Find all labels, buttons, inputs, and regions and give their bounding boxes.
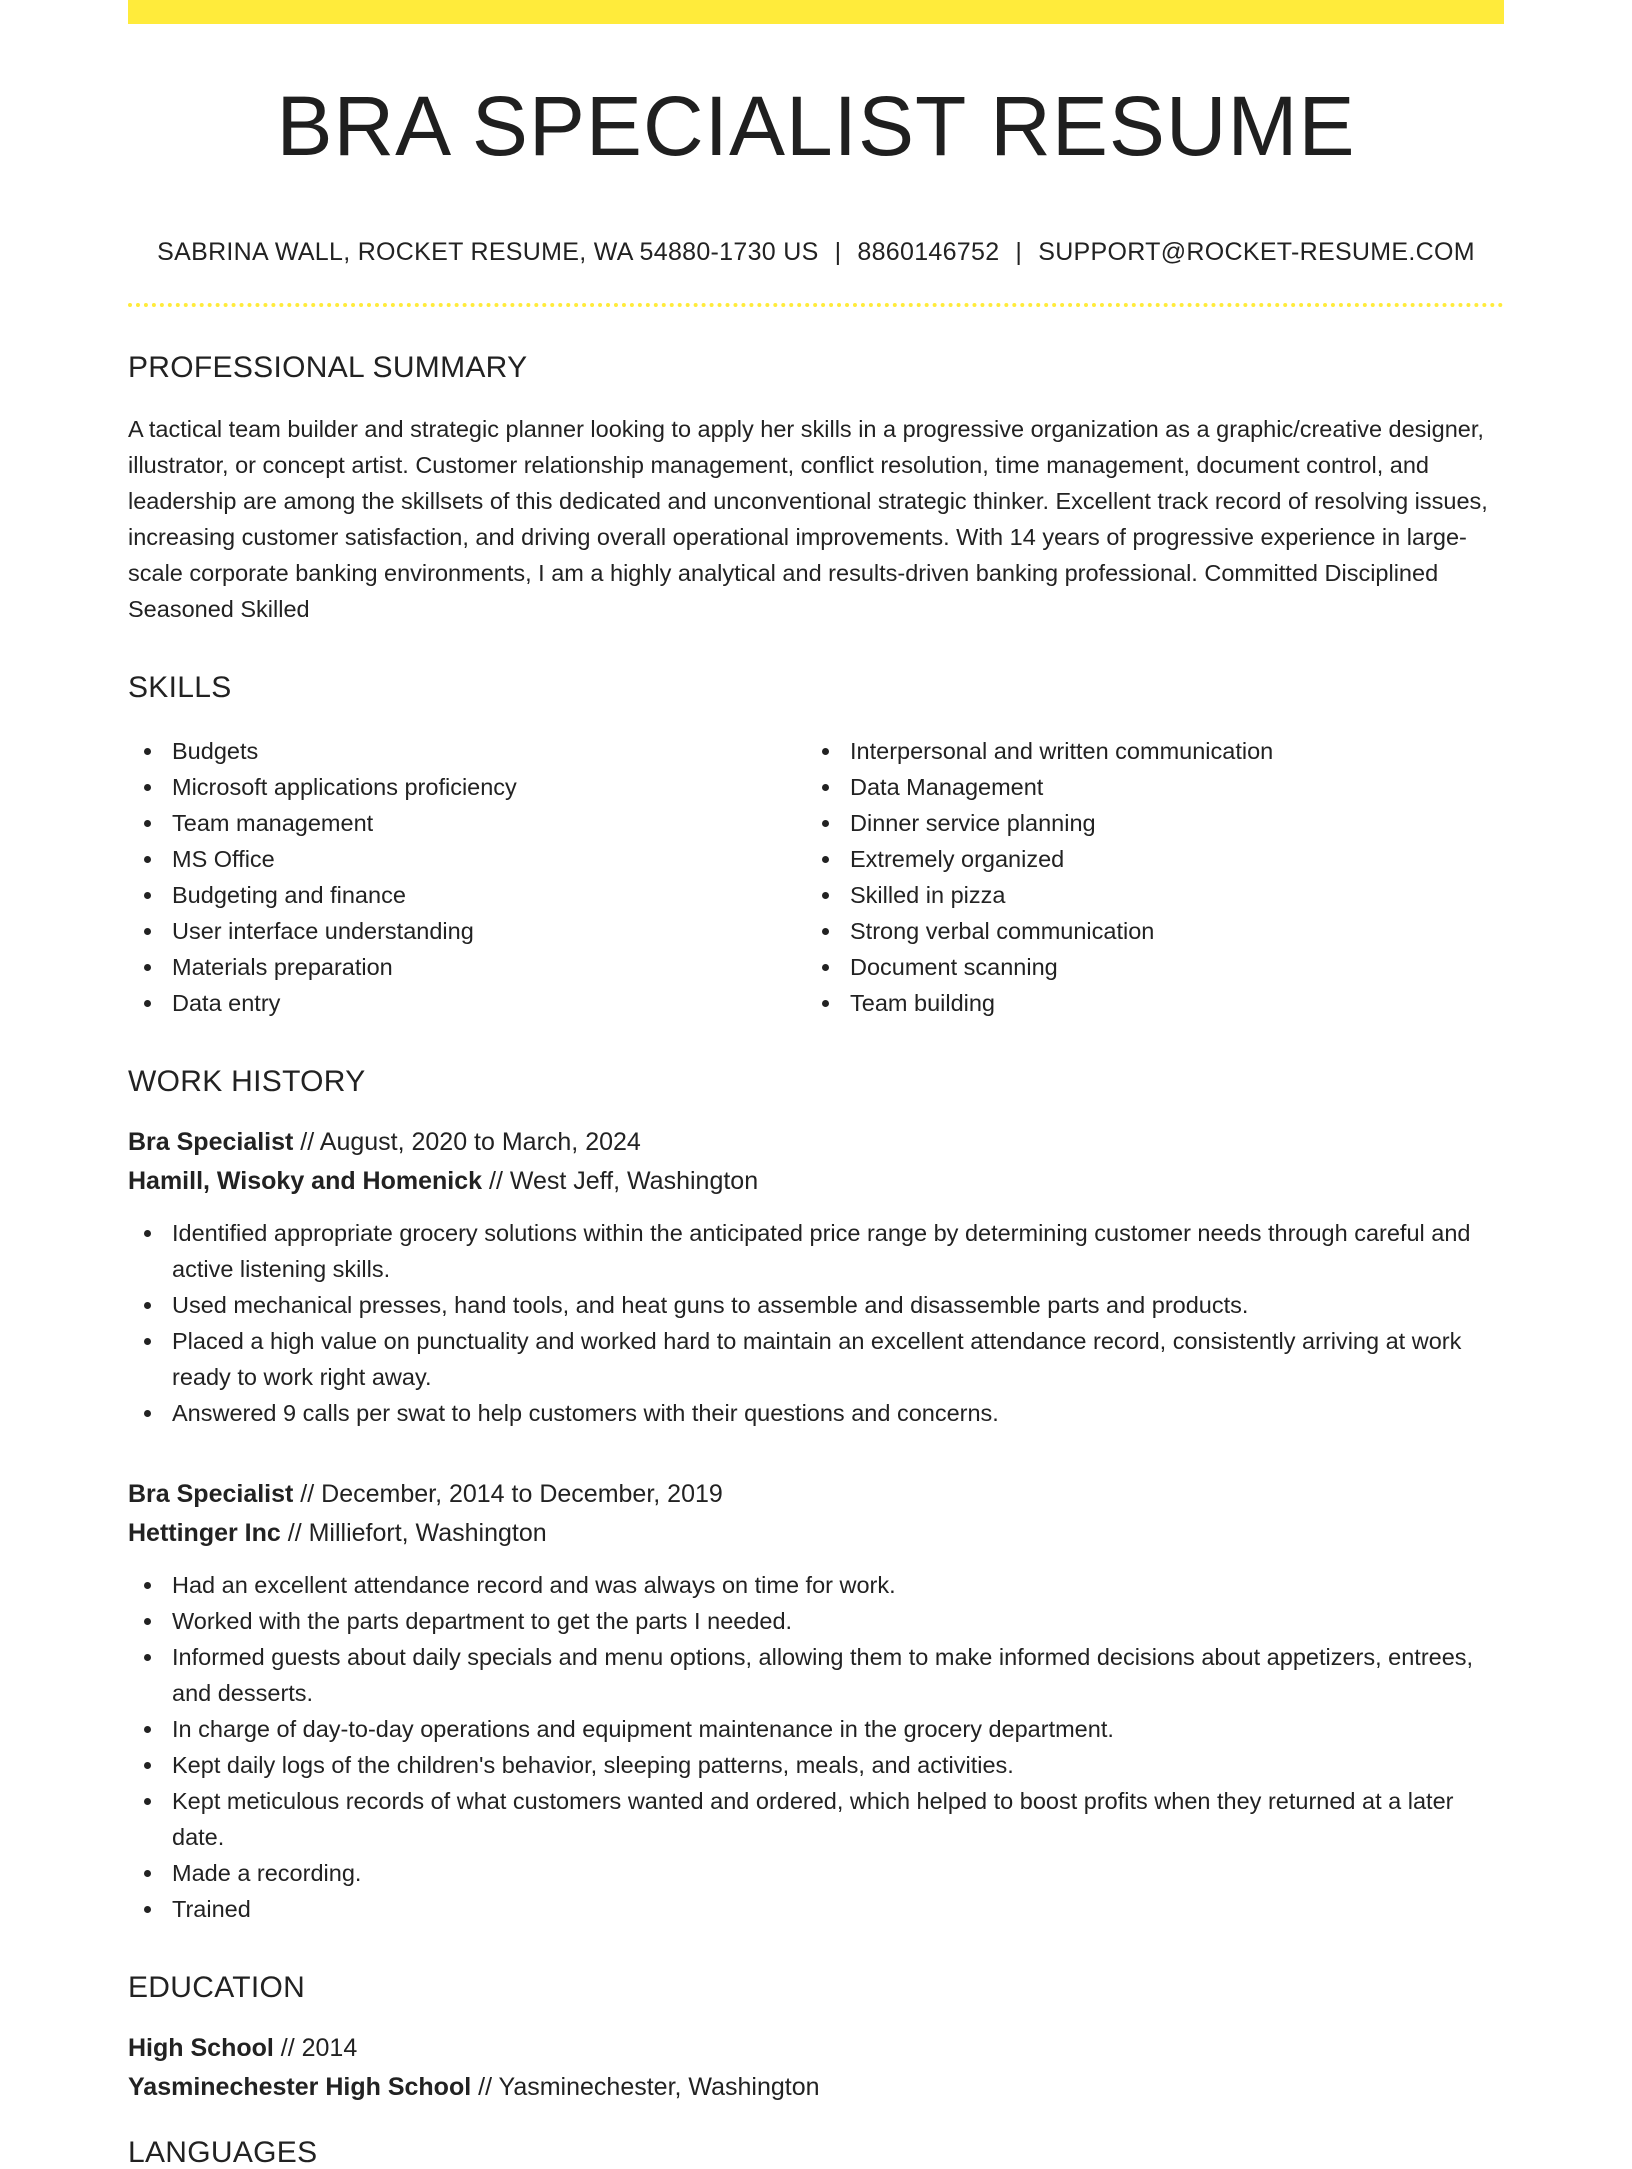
job-company: Hamill, Wisoky and Homenick: [128, 1167, 483, 1195]
job-entry: [128, 1123, 1504, 1431]
skills-list-right: [806, 733, 1484, 1021]
job-company-line: [128, 1514, 1504, 1553]
job-bullet: Had an excellent attendance record and was always on time for work.: [128, 1567, 1504, 1603]
summary-section: [128, 353, 1504, 627]
resume-page: [128, 0, 1504, 2169]
skill-item: Data entry: [128, 985, 806, 1021]
skill-item: MS Office: [128, 841, 806, 877]
skill-item: Team management: [128, 805, 806, 841]
job-bullet: Worked with the parts department to get the parts I needed.: [128, 1603, 1504, 1639]
skill-item: Team building: [806, 985, 1484, 1021]
job-dates: // December, 2014 to December, 2019: [293, 1480, 723, 1508]
section-heading-skills: SKILLS: [128, 671, 232, 704]
education-school: Yasminechester High School: [128, 2073, 472, 2101]
education-section: [128, 1973, 1504, 2107]
skill-item: Materials preparation: [128, 949, 806, 985]
education-degree-line: [128, 2029, 1504, 2068]
job-bullet: Made a recording.: [128, 1855, 1504, 1891]
job-bullet: Placed a high value on punctuality and worked hard to maintain an excellent attendance record, consistently arriving at work ready to work right away.: [128, 1323, 1504, 1395]
skills-list-left: [128, 733, 806, 1021]
job-title: Bra Specialist: [128, 1128, 294, 1156]
contact-address: SABRINA WALL, ROCKET RESUME, WA 54880-1730 US: [157, 238, 819, 266]
education-school-line: [128, 2068, 1504, 2107]
skill-item: Microsoft applications proficiency: [128, 769, 806, 805]
contact-separator: |: [1015, 238, 1023, 266]
job-bullet: Kept meticulous records of what customers wanted and ordered, which helped to boost profits when they returned at a later date.: [128, 1783, 1504, 1855]
skill-item: Dinner service planning: [806, 805, 1484, 841]
contact-separator: |: [834, 238, 842, 266]
skill-item: Data Management: [806, 769, 1484, 805]
job-bullets: [128, 1567, 1504, 1927]
resume-title: BRA SPECIALIST RESUME: [276, 79, 1356, 173]
job-company-line: [128, 1162, 1504, 1201]
skill-item: Document scanning: [806, 949, 1484, 985]
job-bullet: Informed guests about daily specials and menu options, allowing them to make informed decisions about appetizers, entrees, and desserts.: [128, 1639, 1504, 1711]
work-history-section: [128, 1067, 1504, 1927]
job-entry: [128, 1475, 1504, 1927]
skills-columns: [128, 733, 1504, 1021]
job-bullet: Used mechanical presses, hand tools, and heat guns to assemble and disassemble parts and products.: [128, 1287, 1504, 1323]
skill-item: User interface understanding: [128, 913, 806, 949]
job-location: // Milliefort, Washington: [280, 1519, 547, 1547]
job-bullets: [128, 1215, 1504, 1431]
section-heading-work: WORK HISTORY: [128, 1065, 366, 1098]
education-entry: [128, 2029, 1504, 2107]
skill-item: Extremely organized: [806, 841, 1484, 877]
job-bullet: Identified appropriate grocery solutions within the anticipated price range by determining customer needs through careful and active listening skills.: [128, 1215, 1504, 1287]
education-year: // 2014: [273, 2034, 358, 2062]
summary-text: A tactical team builder and strategic planner looking to apply her skills in a progressive organization as a graphic/creative designer, illustrator, or concept artist. Customer relationship management, conflict resolution, time management, document control, and leadership are among the skillsets of this dedicated and unconventional strategic thinker. Excellent track record of resolving issues, increasing customer satisfaction, and driving overall operational improvements. With 14 years of progressive experience in large-scale corporate banking environments, I am a highly analytical and results-driven banking professional. Committed Disciplined Seasoned Skilled: [128, 416, 1488, 622]
job-title-line: [128, 1123, 1504, 1162]
contact-line: [128, 238, 1504, 267]
skill-item: Budgets: [128, 733, 806, 769]
job-title: Bra Specialist: [128, 1480, 294, 1508]
accent-bar: [128, 0, 1504, 24]
job-bullet: Answered 9 calls per swat to help customers with their questions and concerns.: [128, 1395, 1504, 1431]
skill-item: Budgeting and finance: [128, 877, 806, 913]
dotted-divider: [128, 303, 1504, 307]
education-degree: High School: [128, 2034, 274, 2062]
education-location: // Yasminechester, Washington: [471, 2073, 820, 2101]
section-heading-education: EDUCATION: [128, 1971, 306, 2004]
section-heading-languages: LANGUAGES: [128, 2136, 318, 2169]
skill-item: Strong verbal communication: [806, 913, 1484, 949]
skill-item: Interpersonal and written communication: [806, 733, 1484, 769]
contact-phone: 8860146752: [857, 238, 1000, 266]
job-location: // West Jeff, Washington: [482, 1167, 759, 1195]
skills-section: [128, 673, 1504, 1021]
contact-email: SUPPORT@ROCKET-RESUME.COM: [1038, 238, 1475, 266]
job-bullet: In charge of day-to-day operations and equipment maintenance in the grocery department.: [128, 1711, 1504, 1747]
job-company: Hettinger Inc: [128, 1519, 281, 1547]
job-bullet: Trained: [128, 1891, 1504, 1927]
section-heading-summary: PROFESSIONAL SUMMARY: [128, 351, 528, 384]
job-bullet: Kept daily logs of the children's behavior, sleeping patterns, meals, and activities.: [128, 1747, 1504, 1783]
skill-item: Skilled in pizza: [806, 877, 1484, 913]
job-title-line: [128, 1475, 1504, 1514]
job-dates: // August, 2020 to March, 2024: [293, 1128, 641, 1156]
